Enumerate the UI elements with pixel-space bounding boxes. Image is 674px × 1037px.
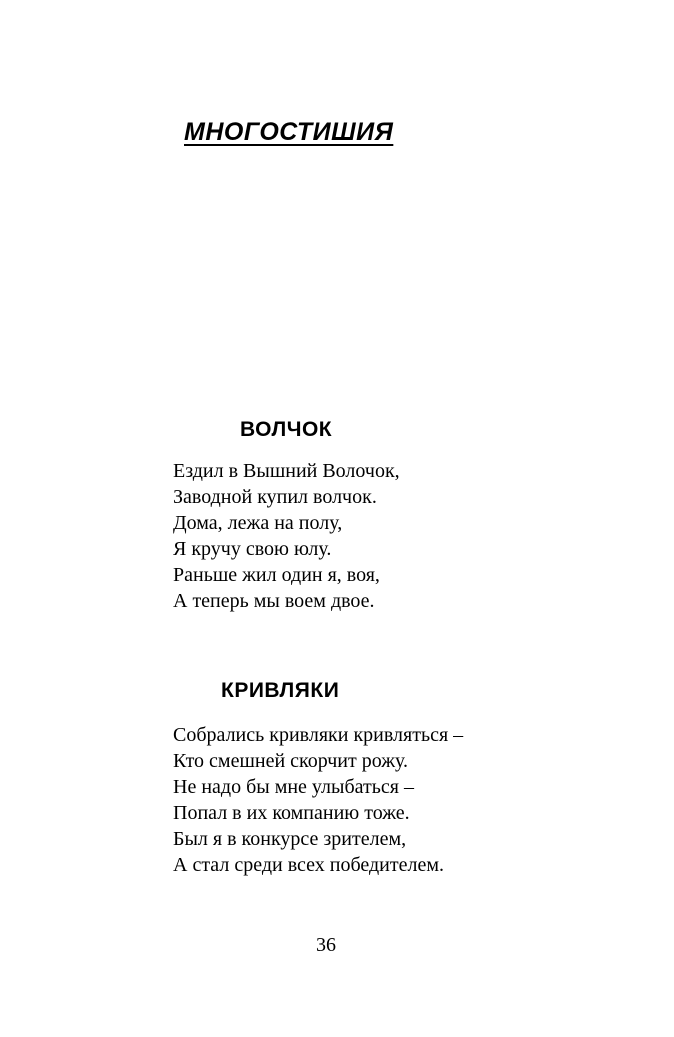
poem-line: Раньше жил один я, воя, (173, 564, 380, 586)
section-title: МНОГОСТИШИЯ (184, 118, 394, 146)
poem-line: Я кручу свою юлу. (173, 538, 332, 560)
poem-line: А стал среди всех победителем. (173, 854, 445, 876)
poem-line: Кто смешней скорчит рожу. (173, 750, 409, 772)
poem-line: Попал в их компанию тоже. (173, 802, 410, 824)
poem-line: А теперь мы воем двое. (173, 590, 375, 612)
poem-line: Заводной купил волчок. (173, 486, 377, 508)
poem-line: Ездил в Вышний Волочок, (173, 460, 400, 482)
poem-line: Не надо бы мне улыбаться – (173, 776, 414, 798)
poem-line: Собрались кривляки кривляться – (173, 724, 464, 746)
poem-title-volchok: ВОЛЧОК (240, 418, 333, 441)
page-number: 36 (316, 934, 336, 956)
poem-line: Дома, лежа на полу, (173, 512, 343, 534)
poem-body-krivlyaki (173, 722, 463, 878)
poem-line: Был я в конкурсе зрителем, (173, 828, 407, 850)
poem-title-krivlyaki: КРИВЛЯКИ (221, 679, 340, 702)
poem-body-volchok (173, 458, 400, 614)
